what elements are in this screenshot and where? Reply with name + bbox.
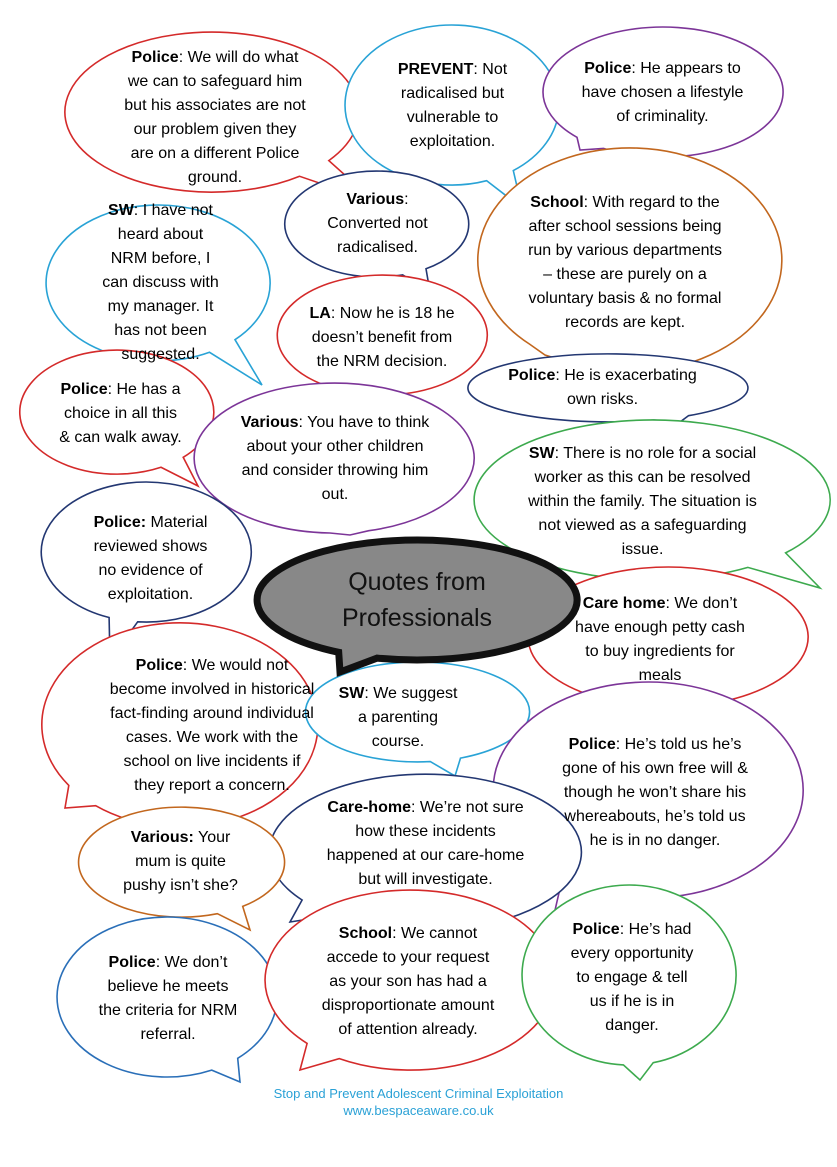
quote-20 (318, 922, 498, 1042)
quote-9-text: : He has a choice in all this & can walk away. (59, 381, 182, 446)
quote-5-role: SW (108, 202, 134, 219)
quote-12 (88, 510, 213, 608)
quote-4-role: Various (346, 191, 405, 208)
quote-1 (120, 49, 310, 186)
quote-1-text: : We will do what we can to safeguard him but his associates are not our problem given they are on a different Police ground. (124, 49, 306, 186)
quote-5 (98, 202, 223, 363)
quote-16-text: : He’s told us he’s gone of his own free will & though he won’t share his whereabouts, he’s told us he is in no danger. (562, 736, 748, 849)
quote-6-role: School (530, 194, 584, 211)
quote-10-role: Various (240, 414, 299, 431)
quote-10-text: : You have to think about your other children and consider throwing him out. (241, 414, 430, 503)
quote-14-text: : We would not become involved in historical fact-finding around individual cases. We work with the school on live incidents if they report a concern. (109, 657, 315, 794)
quote-12-text: Material reviewed shows no evidence of exploitation. (93, 514, 208, 603)
quote-13-text: : We don’t have enough petty cash to buy ingredients for meals (575, 595, 745, 684)
quote-21-role: Police (572, 921, 620, 938)
quote-1-role: Police (131, 49, 179, 66)
footer-tagline: Stop and Prevent Adolescent Criminal Exploitation (273, 1086, 564, 1101)
quote-4 (310, 188, 445, 260)
quote-15-text: : We suggest a parenting course. (357, 685, 458, 750)
quote-19 (98, 950, 238, 1048)
quote-7-role: LA (309, 304, 331, 322)
quote-17-text: : We’re not sure how these incidents happened at our care-home but will investigate. (326, 799, 525, 888)
quote-17-role: Care-home (327, 799, 411, 816)
quote-18-text: Your mum is quite pushy isn’t she? (123, 829, 238, 894)
quote-18 (118, 829, 243, 894)
footer (0, 1085, 837, 1119)
quote-21-text: : He’s had every opportunity to engage & tell us if he is in danger. (570, 921, 694, 1034)
centre-title (268, 555, 566, 645)
quote-20-text: : We cannot accede to your request as your son has had a disproportionate amount of attention already. (321, 925, 495, 1038)
quote-11-role: SW (528, 445, 555, 462)
quote-8 (500, 365, 705, 410)
quote-9-role: Police (60, 381, 108, 398)
quote-14 (108, 642, 316, 810)
quote-4-text: : Converted not radicalised. (327, 191, 428, 256)
quote-3-role: Police (584, 59, 632, 77)
quote-17 (318, 795, 533, 893)
quote-2-text: : Not radicalised but vulnerable to exploitation. (400, 60, 508, 150)
quote-3-text: : He appears to have chosen a lifestyle of criminality. (581, 59, 744, 125)
quote-2-role: PREVENT (397, 60, 474, 78)
quote-11 (520, 442, 765, 562)
quote-15-role: SW (338, 685, 365, 702)
quote-9 (58, 378, 183, 450)
centre-title-line-2: Professionals (341, 604, 493, 632)
quote-13 (570, 590, 750, 690)
quote-18-role: Various: (130, 829, 194, 846)
quote-7 (308, 290, 456, 385)
quote-7-text: : Now he is 18 he doesn’t benefit from the NRM decision. (311, 304, 455, 370)
quote-20-role: School (338, 925, 393, 942)
quote-5-text: : I have not heard about NRM before, I can discuss with my manager. It has not been suggested. (102, 202, 219, 363)
footer-website: www.bespaceaware.co.uk (343, 1103, 494, 1118)
quote-6 (525, 178, 725, 348)
quote-2 (370, 58, 535, 153)
quote-3 (575, 45, 750, 140)
quote-16-role: Police (568, 736, 616, 753)
quote-15 (338, 683, 458, 753)
quote-21 (568, 918, 696, 1038)
quote-19-role: Police (108, 954, 156, 971)
quote-16 (560, 718, 750, 868)
quote-14-role: Police (135, 657, 183, 674)
quote-13-role: Care home (582, 595, 666, 612)
quote-10 (240, 410, 430, 508)
quote-11-text: : There is no role for a social worker as this can be resolved within the family. The situation is not viewed as a safeguarding issue. (528, 445, 757, 558)
quote-6-text: : With regard to the after school sessions being run by various departments – these are purely on a voluntary basis & no formal records are kept. (528, 194, 722, 331)
quote-19-text: : We don’t believe he meets the criteria for NRM referral. (98, 954, 238, 1043)
quote-12-role: Police: (93, 514, 147, 531)
quote-8-role: Police (508, 366, 556, 384)
centre-title-line-1: Quotes from (348, 568, 486, 596)
quote-8-text: : He is exacerbating own risks. (555, 366, 697, 408)
